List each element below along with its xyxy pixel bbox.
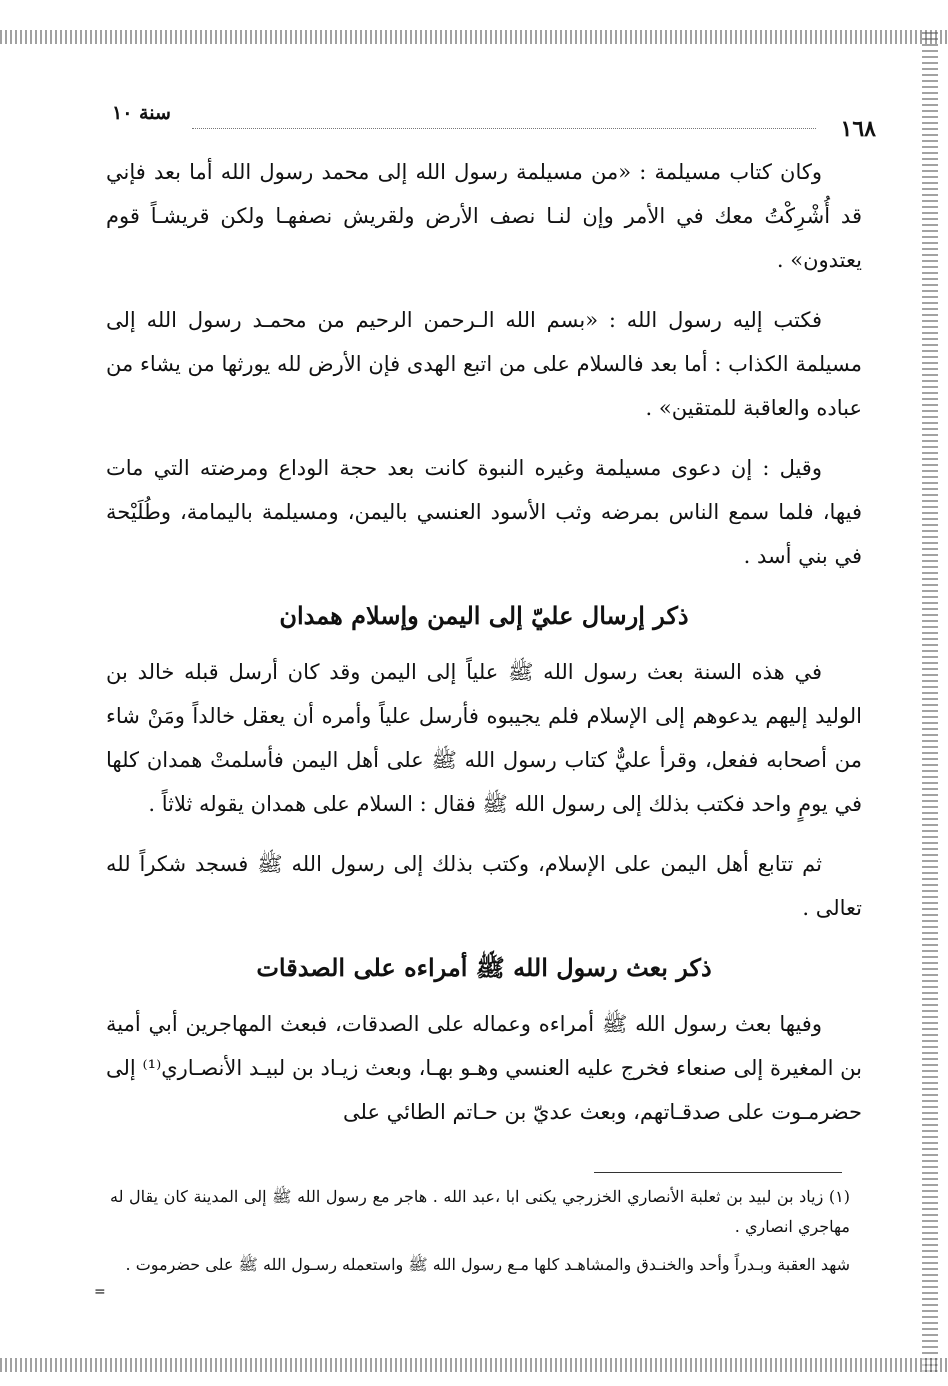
paragraph-sadaqat: وفيها بعث رسول الله ﷺ أمراءه وعماله على الصدقات، فبعث المهاجرين أبي أمية بن المغيرة إلى صنعاء فخرج عليه العنسي وهـو بهـا، وبعث زيـاد بن لبيـد الأنصـاري⁽¹⁾ إلى حضرمـوت على صدقـاتهم، وبعث عديّ بن حـاتم الطائي على (106, 1012, 862, 1124)
section-heading-ali-yemen: ذكر إرسال عليّ إلى اليمن وإسلام همدان (279, 601, 689, 630)
page-number: ١٦٨ (840, 116, 876, 142)
right-ornamental-border (922, 30, 938, 1372)
paragraph-musaylima-letter: وكان كتاب مسيلمة : «من مسيلمة رسول الله إلى محمد رسول الله أما بعد فإني قد أُشْرِكْتُ معك في الأمر وإن لنـا نصف الأرض ولقريش نصفهـا ولكن قريشـاً قوم يعتدون» . (106, 160, 862, 272)
paragraph-claims-of-prophethood: وقيل : إن دعوى مسيلمة وغيره النبوة كانت بعد حجة الوداع ومرضته التي مات فيها، فلما سمع الناس بمرضه وثب الأسود العنسي باليمن، ومسيلمة باليمامة، وطُلَيْحة في بني أسد . (106, 456, 862, 568)
footnote-separator (594, 1172, 842, 1173)
paragraph-yemen-islam: ثم تتابع أهل اليمن على الإسلام، وكتب بذلك إلى رسول الله ﷺ فسجد شكراً لله تعالى . (106, 852, 862, 920)
paragraph-prophet-reply: فكتب إليه رسول الله : «بسم الله الـرحمن الرحيم من محمـد رسول الله إلى مسيلمة الكذاب : أما بعد فالسلام على من اتبع الهدى فإن الأرض لله يورثها من يشاء من عباده والعاقبة للمتقين» . (106, 308, 862, 420)
footnote-1-continued: شهد العقبة وبـدراً وأحد والخنـدق والمشاهـد كلها مـع رسول الله ﷺ واستعمله رسـول الله ﷺ على حضرموت . (125, 1255, 850, 1274)
bottom-ornamental-border (0, 1358, 948, 1372)
footnote-1: (١) زياد بن لبيد بن ثعلبة الأنصاري الخزرجي يكنى ابا ،عبد الله . هاجر مع رسول الله ﷺ إلى المدينة كان يقال له مهاجري انصاري . (110, 1187, 850, 1236)
page-body (106, 150, 862, 1150)
margin-mark: = (94, 1284, 106, 1300)
paragraph-ali-yemen: في هذه السنة بعث رسول الله ﷺ علياً إلى اليمن وقد كان أرسل قبله خالد بن الوليد إليهم يدعوهم إلى الإسلام فلم يجيبوه فأرسل علياً وأمره أن يعقل خالداً ومَنْ شاء من أصحابه ففعل، وقرأ عليٌّ كتاب رسول الله ﷺ على أهل اليمن فأسلمتْ همدان كلها في يومٍ واحد فكتب بذلك إلى رسول الله ﷺ فقال : السلام على همدان يقوله ثلاثاً . (106, 660, 862, 816)
header-dotted-rule (192, 128, 816, 129)
running-head: سنة ١٠ (112, 102, 171, 124)
page-header (112, 100, 876, 140)
section-heading-sadaqat: ذكر بعث رسول الله ﷺ أمراءه على الصدقات (256, 953, 712, 982)
top-ornamental-border (0, 30, 948, 44)
footnotes (110, 1182, 850, 1288)
